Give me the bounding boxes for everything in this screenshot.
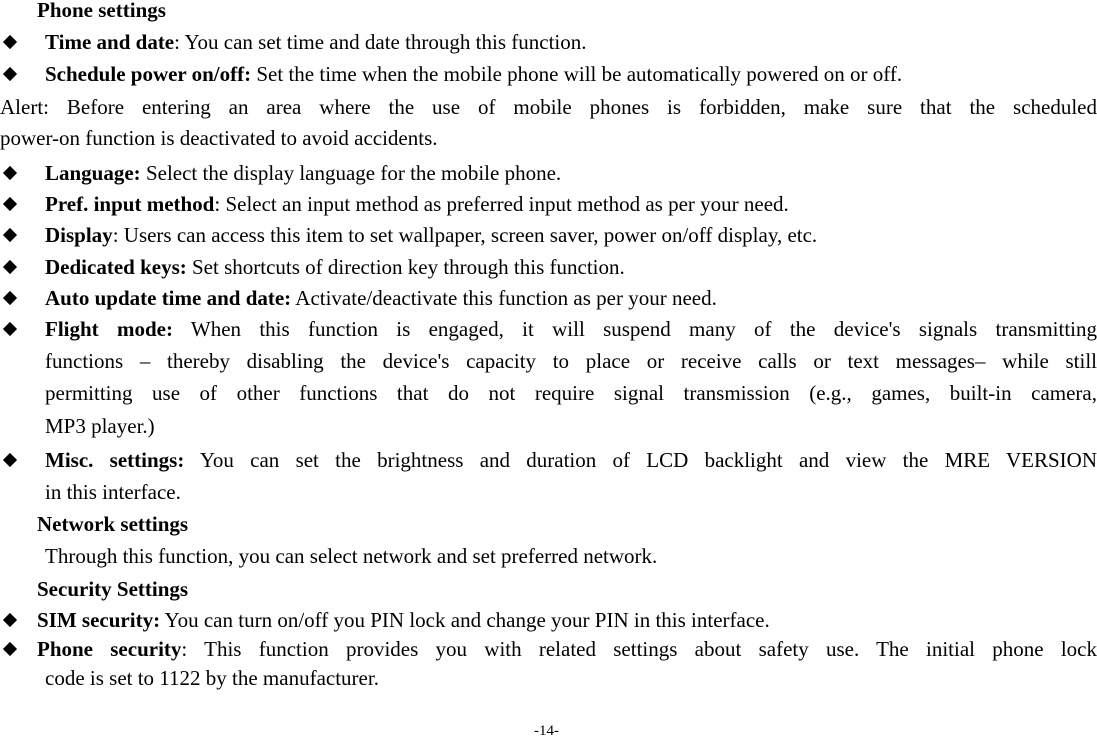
desc-auto-update: Activate/deactivate this function as per your need. — [291, 286, 717, 310]
phone-security-line-2: code is set to 1122 by the manufacturer. — [45, 666, 379, 690]
misc-settings-line-2: in this interface. — [45, 480, 181, 504]
bullet-diamond-icon — [3, 260, 17, 274]
item-display — [45, 222, 817, 248]
bullet-diamond-icon — [3, 67, 17, 81]
item-language — [45, 160, 561, 186]
term-misc-settings: Misc. settings: — [45, 448, 185, 472]
bullet-diamond-icon — [3, 228, 17, 242]
phone-settings-heading: Phone settings — [37, 0, 166, 22]
desc-input-method: : Select an input method as preferred input method as per your need. — [214, 192, 789, 216]
flight-mode-line-4: MP3 player.) — [45, 414, 155, 438]
item-sim-security — [37, 607, 770, 633]
bullet-diamond-icon — [3, 35, 17, 49]
flight-mode-line-3: permitting use of other functions that do not require signal transmission (e.g., games, built-in camera, — [45, 381, 1097, 405]
bullet-diamond-icon — [3, 322, 17, 336]
item-time-and-date — [45, 29, 587, 55]
item-input-method — [45, 191, 789, 217]
page-number: -14- — [534, 723, 559, 739]
term-schedule-power: Schedule power on/off: — [45, 62, 252, 86]
desc-phone-security-1: : This function provides you with related settings about safety use. The initial phone lock — [181, 637, 1097, 661]
desc-misc-settings-1: You can set the brightness and duration of LCD backlight and view the MRE VERSION — [184, 448, 1097, 472]
bullet-diamond-icon — [3, 613, 17, 627]
bullet-diamond-icon — [3, 197, 17, 211]
desc-flight-mode-1: When this function is engaged, it will suspend many of the device's signals transmitting — [172, 317, 1097, 341]
term-time-and-date: Time and date — [45, 30, 175, 54]
term-display: Display — [45, 223, 113, 247]
term-language: Language: — [45, 161, 141, 185]
desc-display: : Users can access this item to set wallpaper, screen saver, power on/off display, etc. — [112, 223, 818, 247]
flight-mode-line-1 — [45, 316, 1097, 342]
term-auto-update: Auto update time and date: — [45, 286, 292, 310]
security-settings-heading: Security Settings — [37, 577, 189, 601]
bullet-diamond-icon — [3, 642, 17, 656]
flight-mode-line-2: functions – thereby disabling the device's capacity to place or receive calls or text messages– while still — [45, 349, 1097, 373]
desc-dedicated-keys: Set shortcuts of direction key through this function. — [186, 255, 625, 279]
misc-settings-line-1 — [45, 447, 1097, 473]
term-flight-mode: Flight mode: — [45, 317, 173, 341]
desc-sim-security: You can turn on/off you PIN lock and change your PIN in this interface. — [160, 608, 770, 632]
network-settings-heading: Network settings — [37, 512, 189, 536]
term-input-method: Pref. input method — [45, 192, 215, 216]
term-dedicated-keys: Dedicated keys: — [45, 255, 187, 279]
network-settings-text: Through this function, you can select network and set preferred network. — [45, 544, 658, 568]
desc-time-and-date: : You can set time and date through this function. — [174, 30, 587, 54]
item-auto-update — [45, 285, 717, 311]
alert-line-2: power-on function is deactivated to avoid accidents. — [0, 126, 438, 150]
phone-security-line-1 — [37, 636, 1097, 662]
term-phone-security: Phone security — [37, 637, 182, 661]
alert-line-1: Alert: Before entering an area where the use of mobile phones is forbidden, make sure that the scheduled — [0, 95, 1097, 119]
desc-language: Select the display language for the mobile phone. — [140, 161, 562, 185]
bullet-diamond-icon — [3, 291, 17, 305]
term-sim-security: SIM security: — [37, 608, 161, 632]
bullet-diamond-icon — [3, 453, 17, 467]
item-dedicated-keys — [45, 254, 625, 280]
bullet-diamond-icon — [3, 166, 17, 180]
desc-schedule-power: Set the time when the mobile phone will be automatically powered on or off. — [251, 62, 903, 86]
item-schedule-power — [45, 61, 902, 87]
